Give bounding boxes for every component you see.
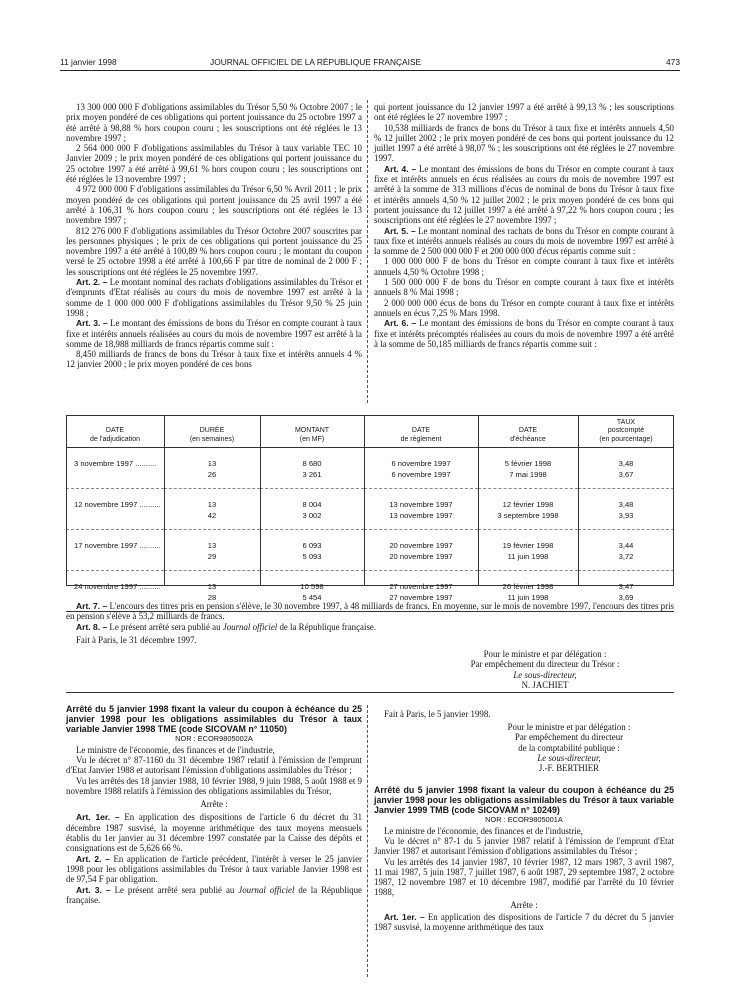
table-cell: 20 novembre 1997 20 novembre 1997	[364, 530, 478, 571]
table-row	[66, 448, 674, 489]
table-cell: 3 novembre 1997 ..........	[66, 448, 164, 489]
table-cell: 3,48 3,67	[578, 448, 674, 489]
article-5	[374, 226, 674, 257]
decree-coupon-1998	[66, 705, 362, 905]
signature-place-date: Fait à Paris, le 31 décembre 1997.	[76, 634, 197, 645]
table-cell: 13 26	[164, 448, 260, 489]
paragraph: 2 564 000 000 F d'obligations assimilables du Trésor à taux variable TEC 10 Janvier 2009 ; le prix moyen pondéré de ces obligations qui portent jouissance du 25 octobre 1997 a été arrêté à 99,61 % hors coupon couru ; les souscriptions ont été réglées le 13 novembre 1997 ;	[66, 143, 362, 185]
paragraph: Vu les arrêtés des 18 janvier 1988, 10 février 1988, 9 juin 1988, 5 août 1988 et 9 novembre 1988 relatifs à l'émission des obligations assimilables du Trésor,	[66, 775, 362, 796]
signature-block: Pour le ministre et par délégation : Par empêchement du directeur de la comptabilité publique : Le sous-directeur, J.-F. BERTHIER	[474, 722, 664, 773]
table-cell: 12 février 1998 3 septembre 1998	[478, 489, 578, 530]
table-cell: 13 28	[164, 571, 260, 612]
signatory-name: N. JACHIET	[521, 679, 569, 690]
table-cell: 27 novembre 1997 27 novembre 1997	[364, 571, 478, 612]
article-label: Art. 2. –	[76, 277, 108, 288]
article-text: Le montant des émissions de bons du Trésor en compte courant à taux fixe et intérêts précomptés réalisées au cours du mois de novembre 1997 a été arrêté à la somme de 50,185 milliards de francs répartis comme suit :	[374, 318, 674, 349]
nor-reference: NOR : ECOR9805002A	[175, 734, 253, 744]
column-divider	[478, 415, 479, 586]
table-cell: 10 598 5 454	[260, 571, 364, 612]
article-6	[374, 318, 674, 349]
signature-block: Pour le ministre et par délégation : Par empêchement du directeur du Trésor : Le sous-directeur, N. JACHIET	[430, 649, 660, 690]
article-1: Art. 1er. – En application des dispositions de l'article 6 du décret du 31 décembre 1987 susvisé, la moyenne arithmétique des taux moyens mensuels établis du 1er janvier au 31 décembre 1997 constatée par la Caisse des dépôts et consignations est de 5,626 66 %.	[66, 812, 363, 854]
article-text: Le montant des émissions de bons du Trésor en compte courant à taux fixe et intérêts annuels en écus réalisées au cours du mois de novembre 1997 est arrêté à la somme de 313 millions d'écus de nominal de bons du Trésor à taux fixe et intérêts annuels 4,50 % 12 juillet 2002 ; le prix moyen pondéré de ces bons qui portent jouissance du 12 juillet 1997 a été arrêté à 97,22 % hors coupon couru ; les souscriptions ont été réglées le 27 novembre 1997 ;	[374, 163, 674, 226]
article-text: Le montant nominal des rachats de bons du Trésor en compte courant à taux fixe et intérêts annuels réalisés au cours du mois de novembre 1997 est arrêté à la somme de 2 500 000 000 F et 200 000 000 d'écus répartis comme suit :	[374, 225, 674, 257]
paragraph: Le ministre de l'économie, des finances et de l'industrie,	[76, 744, 275, 755]
paragraph: 812 276 000 F d'obligations assimilables du Trésor Octobre 2007 souscrites par les personnes physiques ; le prix de ces obligations qui portent jouissance du 25 novembre 1997 a été arrêté à 100,89 % hors coupon couru ; le montant du coupon versé le 25 octobre 1998 a été arrêté à 100,66 F par titre de nominal de 2 000 F ; les souscriptions ont été réglées le 25 novembre 1997.	[66, 225, 362, 277]
paragraph: 13 300 000 000 F d'obligations assimilables du Trésor 5,50 % Octobre 2007 ; le prix moyen pondéré de ces obligations qui portent jouissance du 25 octobre 1997 a été arrêté à 98,88 % hors coupon couru ; les souscriptions ont été réglées le 13 novembre 1997 ;	[66, 102, 362, 143]
column-divider	[364, 415, 365, 586]
table-cell: 12 novembre 1997 ..........	[66, 489, 164, 530]
table-cell: 6 novembre 1997 6 novembre 1997	[364, 448, 478, 489]
signatory-name: J.-F. BERTHIER	[538, 763, 600, 774]
article-3	[66, 318, 362, 349]
decree-coupon-1999	[374, 786, 674, 933]
paragraph: 4 972 000 000 F d'obligations assimilables du Trésor 6,50 % Avril 2011 ; le prix moyen pondéré de ces obligations qui portent jouissance du 25 avril 1997 a été arrêté à 106,31 % hors coupon couru ; les souscriptions ont été réglées le 13 novembre 1997 ;	[66, 184, 362, 226]
journal-title: JOURNAL OFFICIEL DE LA RÉPUBLIQUE FRANÇAISE	[210, 57, 422, 67]
table-cell: 17 novembre 1997 ..........	[66, 530, 164, 571]
column-header: DATE de l'adjudication	[66, 415, 164, 448]
article-label: Art. 6. –	[384, 318, 417, 329]
paragraph: Le ministre de l'économie, des finances et de l'industrie,	[384, 825, 583, 836]
table-cell: 13 novembre 1997 13 novembre 1997	[364, 489, 478, 530]
column-header: DATE d'échéance	[478, 415, 578, 448]
decree-title: Arrêté du 5 janvier 1998 fixant la valeur du coupon à échéance du 25 janvier 1998 pour les obligations assimilables du Trésor à taux variable Janvier 1998 TME (code SICOVAM n° 11050)	[66, 704, 362, 734]
article-7	[66, 601, 674, 622]
article-text: L'encours des titres pris en pension s'élève, le 30 novembre 1997, à 48 milliards de francs. En moyenne, sur le mois de novembre 1997, l'encours des titres pris en pension s'élève à 53,2 milliards de francs.	[66, 601, 674, 622]
right-column-bottom	[374, 709, 674, 719]
table-cell: 3,47 3,69	[578, 571, 674, 612]
issuance-table	[66, 415, 674, 612]
column-divider	[164, 415, 165, 586]
arrete-label: Arrête :	[510, 899, 538, 910]
table-cell: 26 février 1998 11 juin 1998	[478, 571, 578, 612]
header-rule	[60, 70, 680, 71]
nor-reference: NOR : ECOR9805001A	[485, 815, 563, 825]
article-3: Art. 3. – Le présent arrêté sera publié au Journal officiel de la République française.	[66, 884, 362, 905]
article-label: Art. 4. –	[384, 163, 417, 174]
table-cell: 24 novembre 1997 ..........	[66, 571, 164, 612]
page-number: 473	[666, 57, 680, 67]
column-divider	[578, 415, 579, 586]
column-header: MONTANT (en MF)	[260, 415, 364, 448]
paragraph: Vu les arrêtés des 14 janvier 1987, 10 février 1987, 12 mars 1987, 3 avril 1987, 11 mai 1987, 5 juin 1987, 7 juillet 1987, 6 août 1987, 29 septembre 1987, 2 octobre 1987, 12 novembre 1987 et 10 décembre 1987, modifié par l'arrêté du 10 février 1988,	[374, 856, 674, 898]
right-column-top	[374, 102, 674, 349]
closing-articles	[66, 601, 674, 645]
table-cell: 5 février 1998 7 mai 1998	[478, 448, 578, 489]
table-cell: 8 004 3 002	[260, 489, 364, 530]
column-divider	[260, 415, 261, 586]
article-label: Art. 3. –	[76, 318, 108, 329]
table-cell: 19 février 1998 11 juin 1998	[478, 530, 578, 571]
table-cell: 8 680 3 261	[260, 448, 364, 489]
list-item: 2 000 000 000 écus de bons du Trésor en compte courant à taux fixe et intérêts annuels en écus 7,25 % Mars 1998.	[374, 297, 674, 318]
article-2: Art. 2. – En application de l'article précédent, l'intérêt à verser le 25 janvier 1998 pour les obligations assimilables du Trésor à taux variable Janvier 1998 est de 97,54 F par obligation.	[66, 853, 362, 885]
arrete-label: Arrête :	[200, 799, 228, 810]
table-cell: 13 42	[164, 489, 260, 530]
signature-place-date: Fait à Paris, le 5 janvier 1998.	[384, 709, 491, 719]
decree-title: Arrêté du 5 janvier 1998 fixant la valeur du coupon à échéance du 25 janvier 1998 pour les obligations assimilables du Trésor à taux variable Janvier 1999 TMB (code SICOVAM n° 10249)	[374, 785, 674, 815]
article-text: Le montant nominal des rachats d'obligations assimilables du Trésor et d'emprunts d'Etat réalisés au cours du mois de novembre 1997 est arrêté à la somme de 1 000 000 000 F d'obligations assimilables du Trésor 9,50 % 25 juin 1998 ;	[66, 277, 363, 318]
article-text: Le montant des émissions de bons du Trésor en compte courant à taux fixe et intérêts annuels réalisées au cours du mois de novembre 1997 est arrêté à la somme de 18,988 milliards de francs répartis comme suit :	[66, 318, 363, 349]
table-row	[66, 489, 674, 530]
column-header: DURÉE (en semaines)	[164, 415, 260, 448]
column-divider	[367, 100, 368, 403]
header-date: 11 janvier 1998	[60, 57, 117, 67]
article-2	[66, 277, 362, 318]
column-header: TAUX postcompté (en pourcentage)	[578, 415, 674, 448]
column-divider	[367, 705, 368, 977]
table-cell: 6 093 5 093	[260, 530, 364, 571]
paragraph: Vu le décret n° 87-1160 du 31 décembre 1987 relatif à l'émission de l'emprunt d'Etat Janvier 1988 et autorisant l'émission d'obligations assimilables du Trésor ;	[66, 754, 362, 776]
table-cell: 13 29	[164, 530, 260, 571]
list-item: 1 500 000 000 F de bons du Trésor en compte courant à taux fixe et intérêts annuels 8 % Mai 1998 ;	[374, 277, 674, 298]
article-4	[374, 164, 674, 226]
page-header	[60, 57, 680, 69]
article-label: Art. 8. –	[76, 621, 108, 632]
left-column-top	[66, 102, 362, 370]
article-label: Art. 7. –	[76, 601, 108, 611]
column-header: DATE de règlement	[364, 415, 478, 448]
article-1: Art. 1er. – En application des dispositions de l'article 7 du décret du 5 janvier 1987 susvisé, la moyenne arithmétique des taux	[374, 912, 674, 933]
paragraph: Vu le décret n° 87-1 du 5 janvier 1987 relatif à l'émission de l'emprunt d'Etat Janvier 1987 et autorisant l'émission d'obligations assimilables du Trésor ;	[374, 835, 674, 857]
table-header-row	[66, 415, 674, 448]
paragraph: qui portent jouissance du 12 janvier 1997 a été arrêté à 99,13 % ; les souscriptions ont été réglées le 27 novembre 1997 ;	[374, 102, 674, 123]
table-cell: 3,44 3,72	[578, 530, 674, 571]
article-label: Art. 5. –	[384, 225, 416, 236]
table-cell: 3,48 3,93	[578, 489, 674, 530]
table-row	[66, 530, 674, 571]
list-item: 1 000 000 000 F de bons du Trésor en compte courant à taux fixe et intérêts annuels 4,50 % Octobre 1998 ;	[374, 256, 674, 277]
article-8: Art. 8. – Le présent arrêté sera publié au Journal officiel de la République française.	[76, 621, 377, 632]
paragraph: 8,450 milliards de francs de bons du Trésor à taux fixe et intérêts annuels 4 % 12 janvier 2000 ; le prix moyen pondéré de ces bons	[66, 349, 362, 370]
section-rule	[66, 692, 674, 693]
paragraph: 10,538 milliards de francs de bons du Trésor à taux fixe et intérêts annuels 4,50 % 12 juillet 2002 ; le prix moyen pondéré de ces bons qui portent jouissance du 12 juillet 1997 a été arrêté à 98,07 % ; les souscriptions ont été réglées le 27 novembre 1997.	[374, 122, 674, 164]
